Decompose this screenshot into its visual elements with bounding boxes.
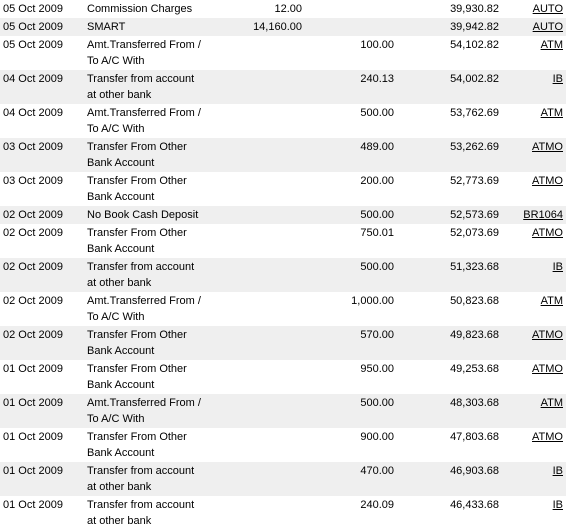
description-line: Bank Account [87, 345, 155, 357]
deposit-cell: 470.00 [305, 462, 397, 496]
balance-cell: 39,942.82 [397, 18, 502, 36]
reference-link[interactable]: ATMO [532, 227, 563, 239]
reference-link[interactable]: AUTO [532, 3, 563, 15]
deposit-cell: 1,000.00 [351, 295, 394, 307]
description-line: To A/C With [87, 55, 145, 67]
deposit-cell: 900.00 [360, 431, 394, 443]
table-row [0, 360, 566, 394]
reference-cell [502, 224, 566, 258]
reference-cell [502, 172, 566, 206]
table-row [0, 36, 566, 70]
date-cell: 01 Oct 2009 [0, 394, 84, 428]
withdrawal-cell [218, 70, 305, 104]
date-cell: 05 Oct 2009 [3, 39, 63, 51]
table-row [0, 104, 566, 138]
reference-link[interactable]: ATMO [532, 363, 563, 375]
deposit-cell: 489.00 [305, 138, 397, 172]
description-line: Transfer From Other [87, 431, 187, 443]
date-cell: 04 Oct 2009 [0, 70, 84, 104]
reference-cell [502, 70, 566, 104]
table-row [0, 224, 566, 258]
description-cell [84, 18, 218, 36]
description-line: Transfer From Other [87, 227, 187, 239]
deposit-cell: 500.00 [360, 107, 394, 119]
description-cell [84, 138, 218, 172]
balance-cell: 46,903.68 [397, 462, 502, 496]
description-line: at other bank [87, 481, 152, 493]
description-line: Amt.Transferred From / [87, 397, 201, 409]
description-cell [84, 206, 218, 224]
description-line: Transfer From Other [87, 141, 187, 153]
description-cell [84, 292, 218, 326]
reference-link[interactable]: ATMO [532, 329, 563, 341]
table-row [0, 462, 566, 496]
reference-cell [502, 104, 566, 138]
reference-cell [502, 496, 566, 530]
description-cell [84, 0, 218, 18]
reference-cell [502, 394, 566, 428]
date-cell: 02 Oct 2009 [0, 326, 84, 360]
table-row [0, 138, 566, 172]
deposit-cell: 750.01 [360, 227, 394, 239]
description-line: at other bank [87, 277, 152, 289]
date-cell: 04 Oct 2009 [3, 107, 63, 119]
withdrawal-cell [218, 36, 305, 70]
withdrawal-cell [218, 206, 305, 224]
withdrawal-cell [218, 172, 305, 206]
description-line: at other bank [87, 515, 152, 527]
description-line: SMART [87, 21, 126, 33]
date-cell: 01 Oct 2009 [3, 431, 63, 443]
withdrawal-cell [218, 428, 305, 462]
reference-cell [502, 18, 566, 36]
withdrawal-cell [218, 258, 305, 292]
description-cell [84, 326, 218, 360]
description-line: Bank Account [87, 191, 155, 203]
reference-cell [502, 292, 566, 326]
description-line: Bank Account [87, 243, 155, 255]
balance-cell: 49,253.68 [450, 363, 499, 375]
date-cell: 02 Oct 2009 [0, 206, 84, 224]
date-cell: 01 Oct 2009 [3, 363, 63, 375]
date-cell: 05 Oct 2009 [0, 18, 84, 36]
table-row [0, 258, 566, 292]
balance-cell: 52,573.69 [397, 206, 502, 224]
reference-link[interactable]: IB [552, 261, 563, 273]
description-line: Transfer from account [87, 499, 195, 511]
description-line: Transfer From Other [87, 329, 187, 341]
description-cell [84, 172, 218, 206]
reference-cell [502, 0, 566, 18]
deposit-cell: 240.09 [360, 499, 394, 511]
description-cell [84, 360, 218, 394]
withdrawal-cell [218, 292, 305, 326]
deposit-cell: 200.00 [360, 175, 394, 187]
description-line: Transfer from account [87, 73, 195, 85]
withdrawal-cell [218, 360, 305, 394]
table-row [0, 206, 566, 224]
table-row [0, 18, 566, 36]
reference-cell [502, 138, 566, 172]
description-line: To A/C With [87, 123, 145, 135]
reference-link[interactable]: ATMO [532, 141, 563, 153]
reference-link[interactable]: ATM [540, 397, 563, 409]
balance-cell: 53,262.69 [397, 138, 502, 172]
table-row [0, 326, 566, 360]
reference-cell [502, 428, 566, 462]
description-line: To A/C With [87, 413, 145, 425]
balance-cell: 53,762.69 [450, 107, 499, 119]
table-row [0, 292, 566, 326]
description-cell [84, 70, 218, 104]
withdrawal-cell [218, 224, 305, 258]
description-line: at other bank [87, 89, 152, 101]
deposit-cell: 500.00 [305, 258, 397, 292]
date-cell: 02 Oct 2009 [0, 258, 84, 292]
balance-cell: 48,303.68 [397, 394, 502, 428]
deposit-cell [305, 18, 397, 36]
reference-cell [502, 36, 566, 70]
deposit-cell: 500.00 [305, 394, 397, 428]
balance-cell: 49,823.68 [397, 326, 502, 360]
description-line: Amt.Transferred From / [87, 107, 201, 119]
table-row [0, 70, 566, 104]
withdrawal-cell [218, 138, 305, 172]
description-line: Transfer from account [87, 465, 195, 477]
description-cell [84, 104, 218, 138]
reference-link[interactable]: ATM [540, 295, 563, 307]
balance-cell: 52,773.69 [450, 175, 499, 187]
reference-link[interactable]: ATMO [532, 175, 563, 187]
description-cell [84, 394, 218, 428]
reference-cell [502, 326, 566, 360]
withdrawal-cell [218, 496, 305, 530]
description-line: Transfer From Other [87, 175, 187, 187]
description-line: Bank Account [87, 379, 155, 391]
description-line: Transfer From Other [87, 363, 187, 375]
date-cell: 03 Oct 2009 [3, 175, 63, 187]
reference-link[interactable]: ATMO [532, 431, 563, 443]
withdrawal-cell [218, 326, 305, 360]
description-cell [84, 462, 218, 496]
date-cell: 01 Oct 2009 [0, 462, 84, 496]
date-cell: 03 Oct 2009 [0, 138, 84, 172]
withdrawal-cell [218, 104, 305, 138]
deposit-cell: 570.00 [305, 326, 397, 360]
balance-cell: 46,433.68 [450, 499, 499, 511]
reference-cell [502, 206, 566, 224]
withdrawal-cell [218, 462, 305, 496]
reference-cell [502, 258, 566, 292]
description-line: Transfer from account [87, 261, 195, 273]
balance-cell: 54,102.82 [450, 39, 499, 51]
description-cell [84, 224, 218, 258]
balance-cell: 51,323.68 [397, 258, 502, 292]
reference-link[interactable]: BR1064 [523, 209, 563, 221]
balance-cell: 47,803.68 [450, 431, 499, 443]
description-line: Amt.Transferred From / [87, 295, 201, 307]
description-line: Bank Account [87, 447, 155, 459]
description-line: Amt.Transferred From / [87, 39, 201, 51]
table-row [0, 496, 566, 530]
table-row [0, 0, 566, 18]
description-line: No Book Cash Deposit [87, 209, 199, 221]
reference-link[interactable]: ATM [540, 39, 563, 51]
deposit-cell [305, 0, 397, 18]
reference-link[interactable]: ATM [540, 107, 563, 119]
description-line: Bank Account [87, 157, 155, 169]
description-line: To A/C With [87, 311, 145, 323]
deposit-cell: 100.00 [360, 39, 394, 51]
date-cell: 02 Oct 2009 [3, 295, 63, 307]
date-cell: 05 Oct 2009 [3, 3, 63, 15]
reference-link[interactable]: AUTO [532, 21, 563, 33]
description-cell [84, 36, 218, 70]
reference-cell [502, 462, 566, 496]
balance-cell: 54,002.82 [397, 70, 502, 104]
balance-cell: 52,073.69 [450, 227, 499, 239]
description-line: Commission Charges [87, 3, 193, 15]
deposit-cell: 500.00 [305, 206, 397, 224]
reference-link[interactable]: IB [552, 465, 563, 477]
reference-link[interactable]: IB [552, 499, 563, 511]
withdrawal-cell [218, 394, 305, 428]
reference-link[interactable]: IB [552, 73, 563, 85]
description-cell [84, 258, 218, 292]
table-row [0, 428, 566, 462]
description-cell [84, 496, 218, 530]
date-cell: 02 Oct 2009 [3, 227, 63, 239]
balance-cell: 50,823.68 [450, 295, 499, 307]
balance-cell: 39,930.82 [450, 3, 499, 15]
table-row [0, 394, 566, 428]
deposit-cell: 950.00 [360, 363, 394, 375]
withdrawal-cell: 12.00 [274, 3, 302, 15]
deposit-cell: 240.13 [305, 70, 397, 104]
date-cell: 01 Oct 2009 [3, 499, 63, 511]
reference-cell [502, 360, 566, 394]
description-cell [84, 428, 218, 462]
table-row [0, 172, 566, 206]
withdrawal-cell: 14,160.00 [218, 18, 305, 36]
